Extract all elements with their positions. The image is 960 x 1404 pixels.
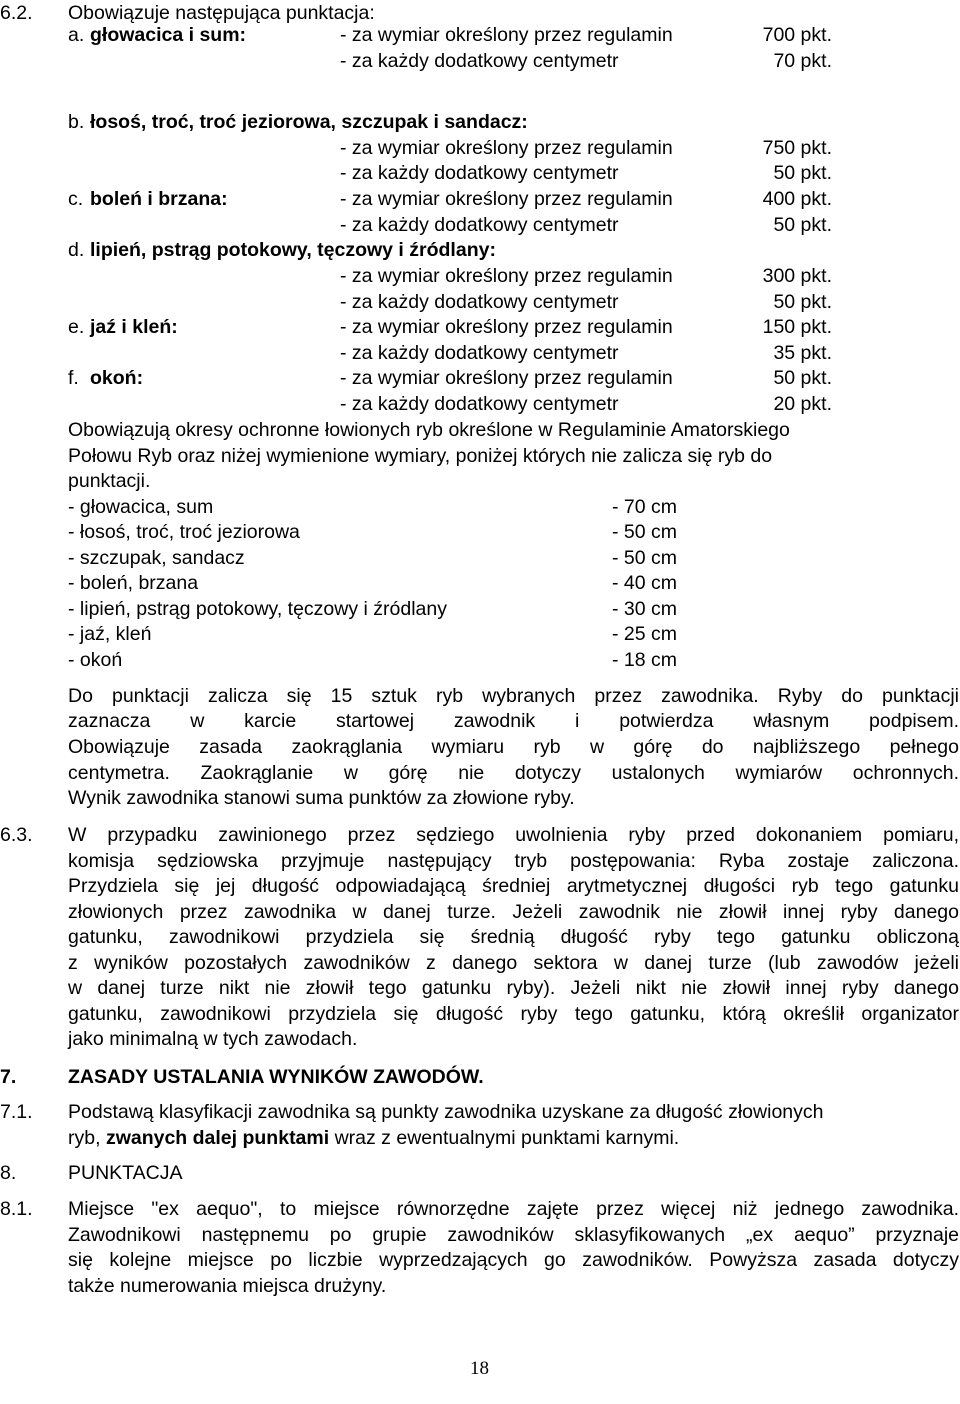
paragraph-line: z wyników pozostałych zawodników z danego sektora w danej turze (lub zawodów jeżeli — [68, 952, 959, 974]
size-fish: - jaź, kleń — [68, 623, 152, 645]
size-fish: - lipień, pstrąg potokowy, tęczowy i źródlany — [68, 598, 447, 620]
text-run: ryb, — [68, 1127, 106, 1149]
size-value: - 25 cm — [612, 623, 678, 645]
points-value: 50 pkt. — [773, 214, 832, 236]
section-heading: PUNKTACJA — [68, 1162, 183, 1184]
section-title: Obowiązuje następująca punktacja: — [68, 2, 375, 24]
species-name: łosoś, troć, troć jeziorowa, szczupak i sandacz: — [90, 111, 528, 133]
text-run: wraz z ewentualnymi punktami karnymi. — [329, 1127, 680, 1149]
rule-text: - za każdy dodatkowy centymetr — [340, 162, 619, 184]
paragraph-line: Obowiązują okresy ochronne łowionych ryb określone w Regulaminie Amatorskiego — [68, 419, 790, 441]
paragraph-line: zaznacza w karcie startowej zawodnik i potwierdza własnym podpisem. — [68, 710, 959, 732]
species-name: jaź i kleń: — [90, 316, 178, 338]
paragraph-line: Połowu Ryb oraz niżej wymienione wymiary, poniżej których nie zalicza się ryb do — [68, 445, 773, 467]
item-letter: d. — [68, 239, 85, 261]
paragraph-line: gatunku, zawodnikowi przydziela się długość ryby tego gatunku, którą określił organizator — [68, 1003, 959, 1025]
paragraph-line: Obowiązuje zasada zaokrąglania wymiaru ryb w górę do najbliższego pełnego — [68, 736, 959, 758]
points-value: 50 pkt. — [773, 367, 832, 389]
section-number: 8. — [0, 1162, 17, 1184]
size-value: - 18 cm — [612, 649, 678, 671]
paragraph-line: się kolejne miejsce po liczbie wyprzedzających go zawodników. Powyższa zasada dotyczy — [68, 1249, 959, 1271]
rule-text: - za każdy dodatkowy centymetr — [340, 342, 619, 364]
size-fish: - szczupak, sandacz — [68, 547, 245, 569]
item-letter: c. — [68, 188, 84, 210]
paragraph-line: Przydziela się jej długość odpowiadającą średniej arytmetycznej długości ryb tego gatunku — [68, 875, 959, 897]
species-name: okoń: — [90, 367, 144, 389]
rule-text: - za wymiar określony przez regulamin — [340, 265, 673, 287]
paragraph-line: jako minimalną w tych zawodach. — [68, 1028, 358, 1050]
paragraph-line — [68, 1125, 679, 1151]
rule-text: - za każdy dodatkowy centymetr — [340, 291, 619, 313]
size-value: - 40 cm — [612, 572, 678, 594]
size-fish: - okoń — [68, 649, 123, 671]
section-number: 8.1. — [0, 1198, 33, 1220]
points-value: 150 pkt. — [762, 316, 832, 338]
size-value: - 30 cm — [612, 598, 678, 620]
size-fish: - głowacica, sum — [68, 496, 214, 518]
page-number: 18 — [470, 1358, 489, 1379]
section-number: 7. — [0, 1066, 17, 1088]
size-value: - 50 cm — [612, 521, 678, 543]
item-letter: b. — [68, 111, 85, 133]
rule-text: - za wymiar określony przez regulamin — [340, 137, 673, 159]
points-value: 70 pkt. — [773, 50, 832, 72]
item-letter: f. — [68, 367, 79, 389]
paragraph-line: komisja sędziowska przyjmuje następujący tryb postępowania: Ryba zostaje zaliczona. — [68, 850, 959, 872]
rule-text: - za każdy dodatkowy centymetr — [340, 50, 619, 72]
size-fish: - boleń, brzana — [68, 572, 199, 594]
paragraph-line: Wynik zawodnika stanowi suma punktów za złowione ryby. — [68, 787, 575, 809]
section-number: 6.3. — [0, 824, 33, 846]
paragraph-line: Miejsce "ex aequo", to miejsce równorzędne zajęte przez więcej niż jednego zawodnika. — [68, 1198, 959, 1220]
species-name: lipień, pstrąg potokowy, tęczowy i źródlany: — [90, 239, 496, 261]
size-value: - 50 cm — [612, 547, 678, 569]
paragraph-line: punktacji. — [68, 470, 151, 492]
points-value: 50 pkt. — [773, 162, 832, 184]
points-value: 400 pkt. — [762, 188, 832, 210]
paragraph-line: Podstawą klasyfikacji zawodnika są punkty zawodnika uzyskane za długość złowionych — [68, 1101, 824, 1123]
rule-text: - za wymiar określony przez regulamin — [340, 367, 673, 389]
paragraph-line: Zawodnikowi następnemu po grupie zawodników sklasyfikowanych „ex aequo” przyznaje — [68, 1224, 959, 1246]
paragraph-line: złowionych przez zawodnika w danej turze. Jeżeli zawodnik nie złowił innej ryby danego — [68, 901, 959, 923]
rule-text: - za każdy dodatkowy centymetr — [340, 393, 619, 415]
size-fish: - łosoś, troć, troć jeziorowa — [68, 521, 300, 543]
rule-text: - za wymiar określony przez regulamin — [340, 316, 673, 338]
rule-text: - za wymiar określony przez regulamin — [340, 188, 673, 210]
paragraph-line: centymetra. Zaokrąglanie w górę nie dotyczy ustalonych wymiarów ochronnych. — [68, 762, 959, 784]
species-name: głowacica i sum: — [90, 24, 247, 46]
bold-term: zwanych dalej punktami — [105, 1127, 330, 1149]
points-value: 20 pkt. — [773, 393, 832, 415]
rule-text: - za wymiar określony przez regulamin — [340, 24, 673, 46]
species-name: boleń i brzana: — [90, 188, 228, 210]
item-letter: e. — [68, 316, 85, 338]
section-heading: ZASADY USTALANIA WYNIKÓW ZAWODÓW. — [68, 1066, 484, 1088]
points-value: 300 pkt. — [762, 265, 832, 287]
size-value: - 70 cm — [612, 496, 678, 518]
section-number: 6.2. — [0, 2, 33, 24]
rule-text: - za każdy dodatkowy centymetr — [340, 214, 619, 236]
points-value: 750 pkt. — [762, 137, 832, 159]
points-value: 35 pkt. — [773, 342, 832, 364]
paragraph-line: gatunku, zawodnikowi przydziela się średnią długość ryby tego gatunku obliczoną — [68, 926, 959, 948]
paragraph-line: także numerowania miejsca drużyny. — [68, 1275, 387, 1297]
paragraph-line: Do punktacji zalicza się 15 sztuk ryb wybranych przez zawodnika. Ryby do punktacji — [68, 685, 959, 707]
points-value: 50 pkt. — [773, 291, 832, 313]
paragraph-line: W przypadku zawinionego przez sędziego uwolnienia ryby przed dokonaniem pomiaru, — [68, 824, 959, 846]
section-number: 7.1. — [0, 1101, 33, 1123]
points-value: 700 pkt. — [762, 24, 832, 46]
paragraph-line: w danej turze nikt nie złowił tego gatunku ryby). Jeżeli nikt nie złowił innej ryby danego — [68, 977, 959, 999]
item-letter: a. — [68, 24, 85, 46]
